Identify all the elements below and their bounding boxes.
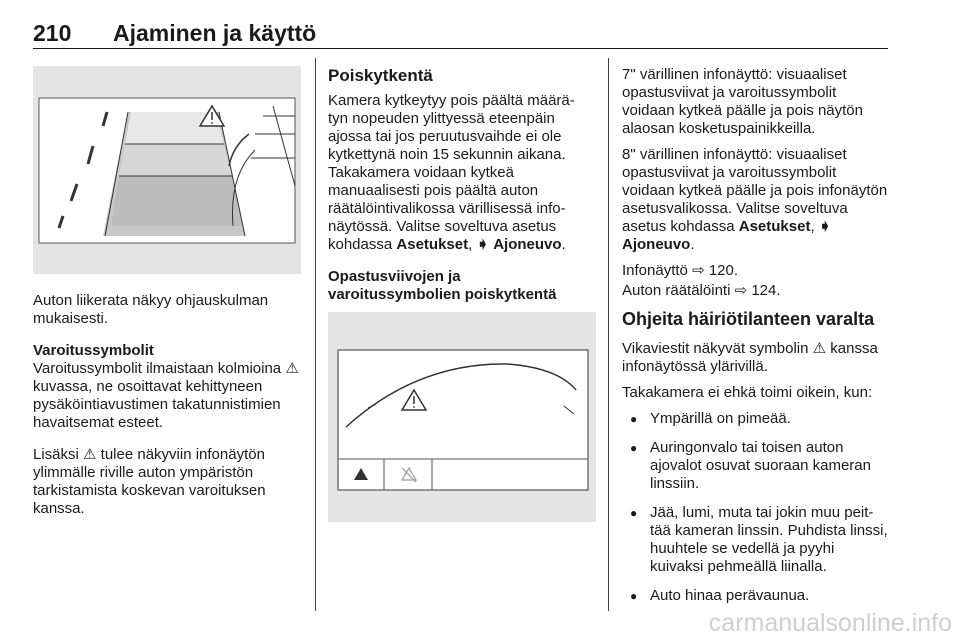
- ref-infodisplay-page: 120.: [708, 262, 739, 279]
- page-header: [33, 12, 888, 52]
- eight-inch-text: 8" värillinen infonäyttö: visuaaliset opastusviivat ja varoitussymbolit voidaan kytkeä päälle ja pois infonäytön asetusvalikossa. Valitse soveltuva asetus kohdassa: [622, 146, 888, 235]
- page-number: 210: [33, 20, 72, 46]
- column-3: [622, 66, 890, 616]
- menu-settings: Asetukset: [738, 218, 811, 235]
- troubleshooting-heading: Ohjeita häiriötilanteen varalta: [622, 309, 875, 329]
- menu-vehicle: Ajoneuvo: [493, 236, 562, 253]
- illustration-caption: Auton liikerata näkyy ohjauskulman mukaisesti.: [33, 292, 269, 327]
- ref-vehicle-personalisation-page: 124.: [751, 282, 781, 299]
- infodisplay-illustration: [328, 312, 596, 522]
- deactivation-text: Kamera kytkeytyy pois päältä määrä- tyn nopeuden ylittyessä eteenpäin ajossa tai jos peruutusvaihde ei ole kytkettynä noin 15 sekunnin aikana. Takakamera voidaan kytkeä manuaalisesti pois päältä auton räätälöintivalikossa värillisessä info- näytössä. Valitse soveltuva asetus kohdassa: [328, 92, 575, 253]
- sentence-end: .: [561, 236, 566, 253]
- ref-vehicle-personalisation: Auton räätälöinti: [622, 282, 731, 299]
- camera-conditions-list: [622, 410, 890, 605]
- sentence-end: .: [690, 236, 695, 253]
- extra-text-part2: tulee näkyviin infonäytön ylimmälle riville auton ympäristön tarkistamista koskevan varoituksen kanssa.: [33, 446, 266, 517]
- warning-triangle-icon: ⚠: [285, 360, 299, 377]
- list-item: ● Auto hinaa perävaunua.: [622, 587, 890, 605]
- menu-separator: ,: [468, 236, 477, 253]
- warning-triangle-icon: ⚠: [83, 446, 97, 463]
- warning-symbols-heading: Varoitussymbolit: [33, 342, 154, 359]
- arrow-right-icon: ➧: [818, 218, 832, 235]
- chapter-title: Ajaminen ja käyttö: [113, 20, 317, 46]
- page-ref-arrow-icon: ⇨: [734, 282, 748, 299]
- warning-triangle-icon: ⚠: [812, 340, 827, 357]
- header-rule: [33, 48, 888, 49]
- menu-separator: ,: [810, 218, 819, 235]
- column-2: [328, 66, 596, 522]
- warning-text-part2: kuvassa, ne osoittavat kehittyneen pysäköintiavustimen takatunnistimien havaitsemat esteet.: [33, 378, 281, 431]
- column-1: [33, 66, 301, 532]
- watermark: carmanualsonline.info: [708, 609, 952, 637]
- fault-message-text-part1: Vikaviestit näkyvät symbolin: [622, 340, 809, 357]
- seven-inch-text: 7" värillinen infonäyttö: visuaaliset opastusviivat ja varoitussymbolit voidaan kytkeä päälle ja pois näytön alaosan kosketuspainikkeilla.: [622, 66, 863, 137]
- deactivation-heading: Poiskytkentä: [328, 66, 433, 85]
- extra-text-part1: Lisäksi: [33, 446, 79, 463]
- ref-infodisplay: Infonäyttö: [622, 262, 688, 279]
- camera-conditions-intro: Takakamera ei ehkä toimi oikein, kun:: [622, 384, 873, 401]
- guidelines-off-heading: Opastusviivojen ja varoitussymbolien poiskytkentä: [328, 268, 557, 303]
- column-divider-2: [608, 58, 609, 611]
- fault-message-text-part2: kanssa infonäytössä ylärivillä.: [622, 340, 878, 375]
- menu-vehicle: Ajoneuvo: [622, 236, 691, 253]
- camera-view-illustration: [33, 66, 301, 274]
- list-item: ● Ympärillä on pimeää.: [622, 410, 890, 428]
- list-item: ● Auringonvalo tai toisen auton ajovalot osuvat suoraan kameran linssiin.: [622, 439, 890, 493]
- warning-text-part1: Varoitussymbolit ilmaistaan kolmioina: [33, 360, 282, 377]
- list-item: ● Jää, lumi, muta tai jokin muu peit- tää kameran linssin. Puhdista linssi, huuhtele se vedellä ja pyyhi kuivaksi pehmeällä liinalla.: [622, 504, 890, 576]
- menu-settings: Asetukset: [396, 236, 469, 253]
- arrow-right-icon: ➧: [476, 236, 490, 253]
- page-ref-arrow-icon: ⇨: [692, 262, 705, 279]
- column-divider-1: [315, 58, 316, 611]
